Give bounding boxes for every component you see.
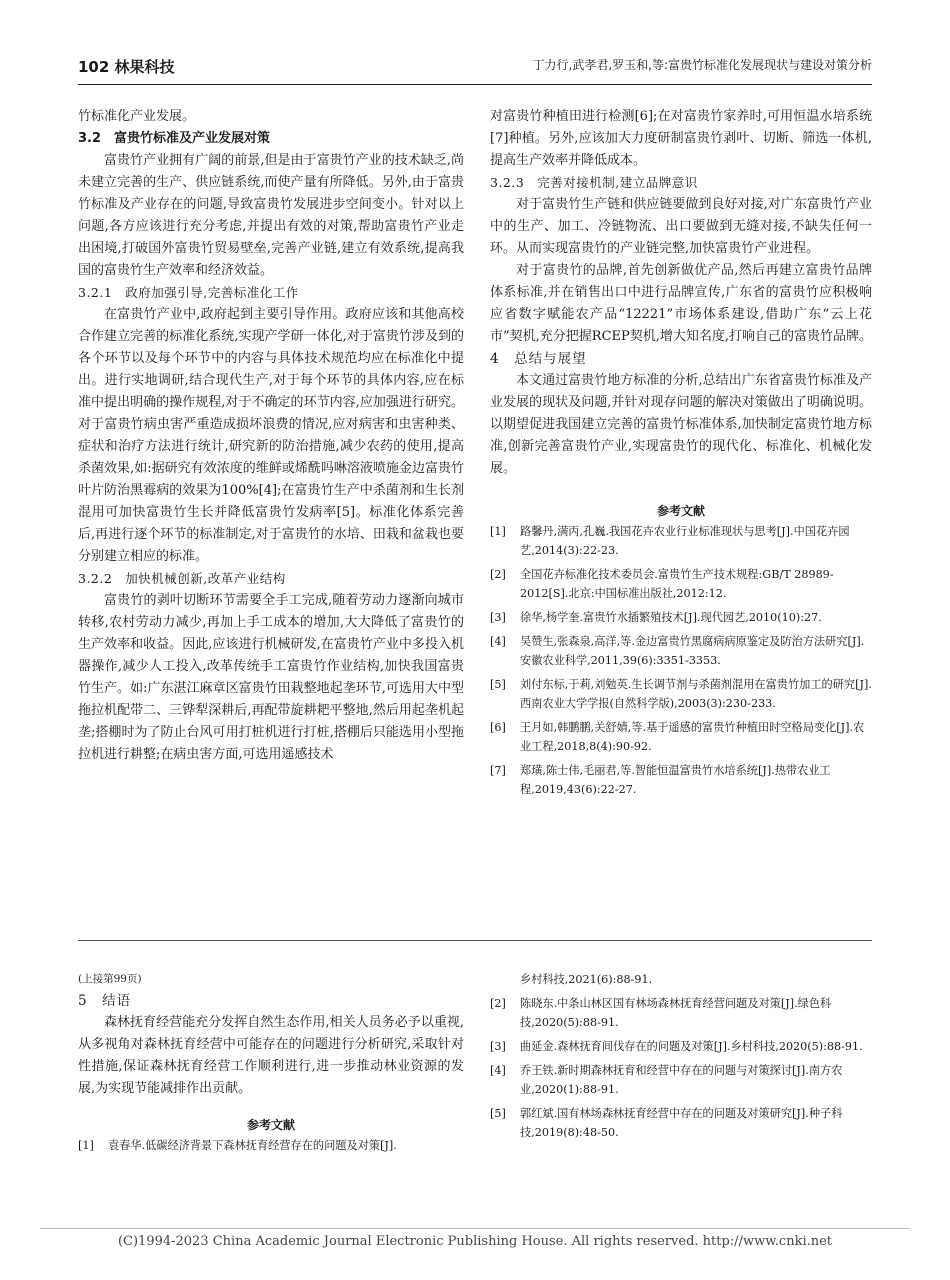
reference-item [490,1061,872,1099]
running-title: 丁力行,武孝君,罗玉和,等:富贵竹标准化发展现状与建设对策分析 [532,58,872,72]
reference-item [490,1037,872,1056]
paragraph: 富贵竹产业拥有广阔的前景,但是由于富贵竹产业的技术缺乏,尚未建立完善的生产、供应链系统,而使产量有所降低。另外,由于富贵竹标准及产业存在的问题,导致富贵竹发展进步空间变小。针对以上问题,各方应该进行充分考虑,并提出有效的对策,帮助富贵竹产业走出困境,打破国外富贵竹贸易壁垒,完善产业链,建立有效系统,提高我国的富贵竹生产效率和经济效益。 [78,153,464,278]
reference-number: [1] [78,1139,94,1152]
reference-number: [5] [490,678,506,691]
reference-text: 乡村科技,2021(6):88-91. [520,973,653,986]
section-heading-3-2: 3.2 富贵竹标准及产业发展对策 [78,131,271,146]
journal-name-page-number: 102 林果科技 [78,58,175,76]
footer-rule [40,1228,910,1229]
reference-number: [4] [490,635,506,648]
reference-number: [1] [490,525,506,538]
references-title: 参考文献 [246,1118,295,1132]
section-heading-4: 4 总结与展望 [490,351,587,367]
reference-item [490,1104,872,1142]
reference-number: [4] [490,1064,506,1077]
reference-text: 袁春华.低碳经济背景下森林抚育经营存在的问题及对策[J]. [108,1139,397,1152]
paragraph: 森林抚育经营能充分发挥自然生态作用,相关人员务必予以重视,从多视角对森林抚育经营中可能存在的问题进行分析研究,采取针对性措施,保证森林抚育经营工作顺利进行,进一步推动林业资源的发展,为实现节能减排作出贡献。 [78,1015,464,1096]
lower-right-column [490,970,872,1147]
reference-item [490,994,872,1032]
paragraph: 本文通过富贵竹地方标准的分析,总结出广东省富贵竹标准及产业发展的现状及问题,并针对现存问题的解决对策做出了明确说明。以期望促进我国建立完善的富贵竹标准体系,加快制定富贵竹地方标准,创新完善富贵竹产业,实现富贵竹的现代化、标准化、机械化发展。 [490,373,872,476]
reference-text: 郑璜,陈士伟,毛丽君,等.智能恒温富贵竹水培系统[J].热带农业工程,2019,43(6):22-27. [520,764,831,796]
continued-note: (上接第99页) [78,973,142,985]
reference-text: 全国花卉标准化技术委员会.富贵竹生产技术规程:GB/T 28989-2012[S].北京:中国标准出版社,2012:12. [520,568,834,600]
reference-number: [3] [490,1040,506,1053]
paragraph: 对于富贵竹生产链和供应链要做到良好对接,对广东富贵竹产业中的生产、加工、冷链物流、出口要做到无缝对接,不缺失任何一环。从而实现富贵竹的产业链完整,加快富贵竹产业进程。 [490,197,872,256]
reference-item [490,675,872,713]
reference-item [490,608,872,627]
section-heading-3-2-2: 3.2.2 加快机械创新,改革产业结构 [78,571,286,586]
lower-left-column [78,968,464,1160]
reference-item [490,565,872,603]
paragraph: 富贵竹的剥叶切断环节需要全手工完成,随着劳动力逐渐向城市转移,农村劳动力减少,再加上手工成本的增加,大大降低了富贵竹的生产效率和收益。因此,应该进行机械研发,在富贵竹产业中多投入机器操作,减少人工投入,改革传统手工富贵竹作业结构,加快我国富贵竹生产。如:广东湛江麻章区富贵竹田栽整地起垄环节,可选用大中型拖拉机配带二、三铧犁深耕后,再配带旋耕耙平整地,然后用起垄机起垄;搭棚时为了防止台风可用打桩机进行打桩,搭棚后只能选用小型拖拉机进行耕整;在病虫害方面,可选用遥感技术 [78,593,464,762]
reference-text: 曲延金.森林抚育间伐存在的问题及对策[J].乡村科技,2020(5):88-91. [520,1040,863,1053]
paragraph: 对富贵竹种植田进行检测[6];在对富贵竹家养时,可用恒温水培系统[7]种植。另外,应该加大力度研制富贵竹剥叶、切断、筛选一体机,提高生产效率并降低成本。 [490,109,872,168]
references-title: 参考文献 [656,504,705,518]
reference-number: [5] [490,1107,506,1120]
paragraph: 竹标准化产业发展。 [78,109,196,124]
header-rule [78,84,872,85]
paragraph: 对于富贵竹的品牌,首先创新做优产品,然后再建立富贵竹品牌体系标准,并在销售出口中进行品牌宣传,广东省的富贵竹应积极响应省数字赋能农产品“12221”市场体系建设,借助广东“云上花市”契机,充分把握RCEP契机,增大知名度,打响自己的富贵竹品牌。 [490,263,873,344]
reference-number: [2] [490,997,506,1010]
section-heading-3-2-1: 3.2.1 政府加强引导,完善标准化工作 [78,285,299,300]
right-column [490,106,872,804]
reference-list [490,522,872,799]
reference-text: 路馨丹,满丙,孔巍.我国花卉农业行业标准现状与思考[J].中国花卉园艺,2014(3):22-23. [520,525,850,557]
reference-text: 王月如,韩鹏鹏,关舒婧,等.基于遥感的富贵竹种植田时空格局变化[J].农业工程,2018,8(4):90-92. [520,721,865,753]
left-column [78,106,464,766]
reference-text: 乔王铁.新时期森林抚育和经营中存在的问题与对策探讨[J].南方农业,2020(1):88-91. [520,1064,843,1096]
section-heading-5: 5 结语 [78,993,132,1009]
reference-number: [7] [490,764,506,777]
reference-item [490,632,872,670]
reference-continuation [490,970,872,989]
reference-text: 吴赞生,张森泉,高洋,等.金边富贵竹黑腐病病原鉴定及防治方法研究[J].安徽农业科学,2011,39(6):3351-3353. [520,635,865,667]
section-heading-3-2-3: 3.2.3 完善对接机制,建立品牌意识 [490,175,698,190]
paragraph: 在富贵竹产业中,政府起到主要引导作用。政府应该和其他高校合作建立完善的标准化系统,实现产学研一体化,对于富贵竹涉及到的各个环节以及每个环节中的内容与具体技术规范均应在标准化中提出。进行实地调研,结合现代生产,对于每个环节的具体内容,应在标准中提出明确的操作规程,对于不确定的环节内容,应加强进行研究。对于富贵竹病虫害严重造成损坏浪费的情况,应对病害和虫害种类、症状和治疗方法进行统计,研究新的防治措施,减少农药的使用,提高杀菌效果,如:据研究有效浓度的维鲜或烯酰吗啉溶液喷施金边富贵竹叶片防治黑霉病的效果为100%[4];在富贵竹生产中杀菌剂和生长剂混用可加快富贵竹生长并降低富贵竹发病率[5]。标准化体系完善后,再进行逐个环节的标准制定,对于富贵竹的水培、田栽和盆栽也要分别建立相应的标准。 [78,307,464,564]
reference-text: 刘付东标,于莉,刘勉英.生长调节剂与杀菌剂混用在富贵竹加工的研究[J].西南农业大学学报(自然科学版),2003(3):230-233. [520,678,872,710]
reference-item [78,1136,464,1155]
reference-item [490,761,872,799]
reference-text: 郭红斌.国有林场森林抚育经营中存在的问题及对策研究[J].种子科技,2019(8):48-50. [520,1107,843,1139]
article-separator-rule [78,940,872,941]
reference-text: 陈晓东.中条山林区国有林场森林抚育经营问题及对策[J].绿色科技,2020(5):88-91. [520,997,832,1029]
reference-item [490,718,872,756]
reference-item [490,522,872,560]
reference-text: 徐华,杨学奎.富贵竹水插繁殖技术[J].现代园艺,2010(10):27. [520,611,822,624]
reference-number: [2] [490,568,506,581]
copyright-footer: (C)1994-2023 China Academic Journal Electronic Publishing House. All rights reserved. http://www.cnki.net [117,1234,833,1249]
page-header [78,56,872,86]
reference-number: [3] [490,611,506,624]
reference-number: [6] [490,721,506,734]
